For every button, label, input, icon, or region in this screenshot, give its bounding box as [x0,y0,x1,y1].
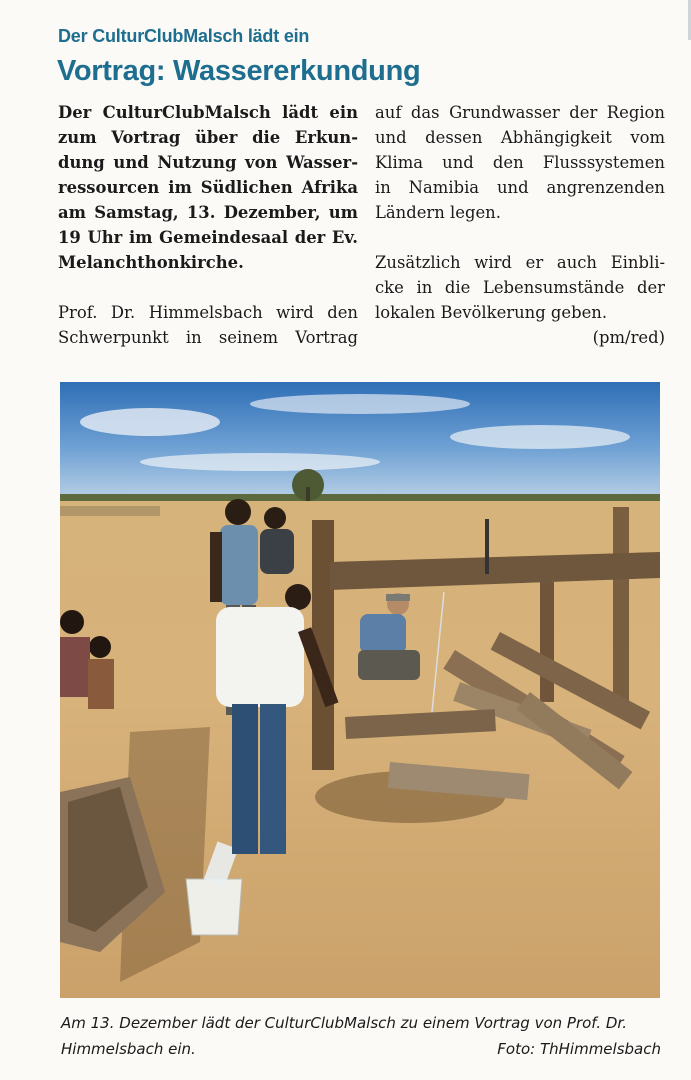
fence-left [60,506,160,516]
body-line: Prof. Dr. Himmelsbach wird den [58,303,358,322]
photo-caption [61,1010,661,1062]
article-body-paragraph [58,300,358,350]
cloud [80,408,220,436]
body-line: auf das Grundwasser der Region [375,103,665,122]
article-lead [58,100,358,275]
bucket [186,879,242,935]
body-line: cke in die Lebensumstände der [375,278,665,297]
article-body-paragraph [375,100,665,225]
caption-text: Am 13. Dezember lädt der CulturClubMalsch zu einem Vortrag von Prof. Dr. [61,1014,627,1032]
tree-trunk [306,487,310,501]
cloud [140,453,380,471]
lead-line: dung und Nutzung von Wasser- [58,153,358,172]
body-line: Zusätzlich wird er auch Einbli- [375,253,665,272]
author-credit: (pm/red) [592,328,665,347]
article-column-right [375,100,665,350]
pipe [485,519,489,574]
caption-text: Himmelsbach ein. [61,1040,196,1058]
caption-line [61,1036,661,1062]
body-line: Klima und den Flusssystemen [375,153,665,172]
horizon-bushes [60,494,660,502]
cloud [250,394,470,414]
lead-line: Melanchthonkirche. [58,253,244,272]
caption-line [61,1010,661,1036]
lead-line: 19 Uhr im Gemeindesaal der Ev. [58,228,358,247]
well-post [613,507,629,702]
lead-line: ressourcen im Südlichen Afrika [58,178,358,197]
body-line: und dessen Abhängigkeit vom [375,128,665,147]
article-headline: Vortrag: Wassererkundung [57,55,421,87]
lead-line: am Samstag, 13. Dezember, um [58,203,358,222]
photo-credit: Foto: ThHimmelsbach [497,1040,661,1058]
lead-line: Der CulturClubMalsch lädt ein [58,103,358,122]
well-post [540,582,554,702]
article-body-paragraph [375,250,665,350]
article-column-left [58,100,358,350]
article-photo [60,382,660,998]
body-line: lokalen Bevölkerung geben. [375,303,608,322]
body-line: Schwerpunkt in seinem Vortrag [58,328,358,347]
article-kicker: Der CulturClubMalsch lädt ein [58,26,310,46]
body-line: Ländern legen. [375,203,501,222]
lead-line: zum Vortrag über die Erkun- [58,128,358,147]
body-line: in Namibia und angrenzenden [375,178,665,197]
cloud [450,425,630,449]
